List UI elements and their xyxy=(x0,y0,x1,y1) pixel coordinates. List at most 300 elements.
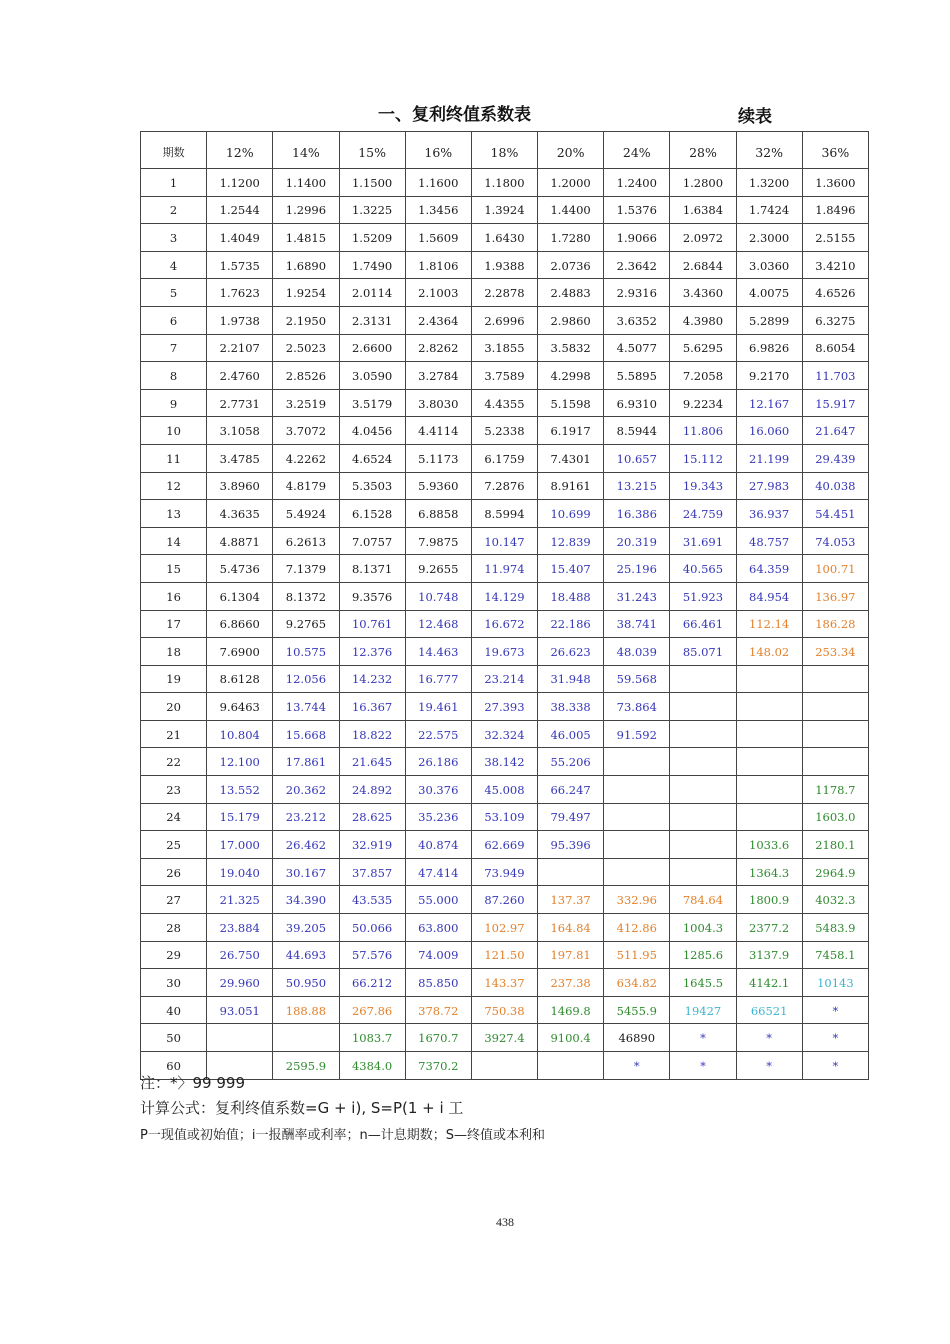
factor-cell: 1.1500 xyxy=(339,169,405,197)
factor-cell: 3.5832 xyxy=(538,334,604,362)
factor-cell: 34.390 xyxy=(273,886,339,914)
factor-cell: 5.2338 xyxy=(471,417,537,445)
factor-cell: 3.2784 xyxy=(405,362,471,390)
factor-cell: 63.800 xyxy=(405,914,471,942)
period-cell: 17 xyxy=(141,610,207,638)
factor-cell: 10.804 xyxy=(207,720,273,748)
factor-cell: 2.4364 xyxy=(405,306,471,334)
factor-cell: 6.1304 xyxy=(207,582,273,610)
factor-cell: 39.205 xyxy=(273,914,339,942)
factor-cell: 23.884 xyxy=(207,914,273,942)
factor-cell xyxy=(736,748,802,776)
factor-cell xyxy=(604,858,670,886)
factor-cell: 64.359 xyxy=(736,555,802,583)
table-row xyxy=(141,638,869,666)
header-period: 期数 xyxy=(141,132,207,169)
table-body xyxy=(141,169,869,1080)
factor-cell xyxy=(736,665,802,693)
factor-cell: * xyxy=(802,1024,868,1052)
period-cell: 15 xyxy=(141,555,207,583)
period-cell: 3 xyxy=(141,224,207,252)
factor-cell: 85.071 xyxy=(670,638,736,666)
factor-cell: 1178.7 xyxy=(802,776,868,804)
factor-cell: 7.1379 xyxy=(273,555,339,583)
factor-cell: 750.38 xyxy=(471,996,537,1024)
period-cell: 23 xyxy=(141,776,207,804)
note-line: 注：*〉99 999 xyxy=(140,1074,245,1092)
factor-cell: 23.212 xyxy=(273,803,339,831)
table-row xyxy=(141,334,869,362)
factor-cell: 1603.0 xyxy=(802,803,868,831)
factor-cell: 1.1600 xyxy=(405,169,471,197)
factor-cell: 74.053 xyxy=(802,527,868,555)
period-cell: 20 xyxy=(141,693,207,721)
factor-cell: 1469.8 xyxy=(538,996,604,1024)
factor-cell: 13.552 xyxy=(207,776,273,804)
factor-cell: 4.5077 xyxy=(604,334,670,362)
header-rate: 32% xyxy=(736,132,802,169)
factor-cell: 15.179 xyxy=(207,803,273,831)
factor-cell: 62.669 xyxy=(471,831,537,859)
period-cell: 7 xyxy=(141,334,207,362)
factor-cell: 2.3000 xyxy=(736,224,802,252)
factor-cell xyxy=(207,1024,273,1052)
table-row xyxy=(141,527,869,555)
factor-cell: 15.112 xyxy=(670,444,736,472)
factor-cell: 4.0456 xyxy=(339,417,405,445)
factor-cell: 136.97 xyxy=(802,582,868,610)
factor-cell: 784.64 xyxy=(670,886,736,914)
factor-cell: 20.319 xyxy=(604,527,670,555)
factor-cell: 19.040 xyxy=(207,858,273,886)
table-row xyxy=(141,969,869,997)
factor-cell xyxy=(736,693,802,721)
factor-cell: 4.3980 xyxy=(670,306,736,334)
factor-cell: 1.2400 xyxy=(604,169,670,197)
factor-cell: 74.009 xyxy=(405,941,471,969)
factor-cell: 3.4785 xyxy=(207,444,273,472)
factor-cell: * xyxy=(670,1024,736,1052)
factor-cell: 50.066 xyxy=(339,914,405,942)
factor-cell: 14.129 xyxy=(471,582,537,610)
factor-cell xyxy=(736,803,802,831)
factor-cell: 8.6128 xyxy=(207,665,273,693)
factor-cell: 44.693 xyxy=(273,941,339,969)
table-row xyxy=(141,803,869,831)
factor-cell: 24.892 xyxy=(339,776,405,804)
factor-cell: 30.376 xyxy=(405,776,471,804)
header-rate: 12% xyxy=(207,132,273,169)
factor-cell: 43.535 xyxy=(339,886,405,914)
factor-cell: 4.8179 xyxy=(273,472,339,500)
factor-cell: 1.3225 xyxy=(339,196,405,224)
factor-cell: 1.4815 xyxy=(273,224,339,252)
factor-cell: 8.9161 xyxy=(538,472,604,500)
factor-cell: 121.50 xyxy=(471,941,537,969)
factor-cell: 3.0360 xyxy=(736,251,802,279)
factor-cell: 511.95 xyxy=(604,941,670,969)
period-cell: 21 xyxy=(141,720,207,748)
table-row xyxy=(141,748,869,776)
period-cell: 4 xyxy=(141,251,207,279)
factor-cell: 5483.9 xyxy=(802,914,868,942)
table-row xyxy=(141,196,869,224)
period-cell: 16 xyxy=(141,582,207,610)
factor-cell: 1.5209 xyxy=(339,224,405,252)
factor-cell: 5.9360 xyxy=(405,472,471,500)
table-row xyxy=(141,720,869,748)
factor-cell: 1645.5 xyxy=(670,969,736,997)
factor-cell: 1.6384 xyxy=(670,196,736,224)
period-cell: 50 xyxy=(141,1024,207,1052)
factor-cell: 112.14 xyxy=(736,610,802,638)
factor-cell: 26.462 xyxy=(273,831,339,859)
factor-cell: 5.4924 xyxy=(273,500,339,528)
table-row xyxy=(141,1024,869,1052)
table-row xyxy=(141,444,869,472)
factor-cell: 12.468 xyxy=(405,610,471,638)
period-cell: 2 xyxy=(141,196,207,224)
factor-cell: 2377.2 xyxy=(736,914,802,942)
factor-cell: 10.147 xyxy=(471,527,537,555)
factor-cell: 10.657 xyxy=(604,444,670,472)
factor-cell: 6.1917 xyxy=(538,417,604,445)
table-row xyxy=(141,914,869,942)
page-number: 438 xyxy=(496,1215,514,1229)
factor-cell: 23.214 xyxy=(471,665,537,693)
factor-cell: 1.2000 xyxy=(538,169,604,197)
factor-cell: 3.7072 xyxy=(273,417,339,445)
factor-cell: 1.1200 xyxy=(207,169,273,197)
factor-cell: 1.7424 xyxy=(736,196,802,224)
factor-cell: 2.3131 xyxy=(339,306,405,334)
factor-cell: 9.6463 xyxy=(207,693,273,721)
factor-cell: 4.2262 xyxy=(273,444,339,472)
factor-cell: 1.3456 xyxy=(405,196,471,224)
factor-cell: 5455.9 xyxy=(604,996,670,1024)
factor-cell: 38.142 xyxy=(471,748,537,776)
period-cell: 5 xyxy=(141,279,207,307)
factor-cell: 59.568 xyxy=(604,665,670,693)
factor-cell: 7458.1 xyxy=(802,941,868,969)
factor-cell: 46890 xyxy=(604,1024,670,1052)
factor-cell xyxy=(670,665,736,693)
factor-cell: 17.861 xyxy=(273,748,339,776)
factor-cell: 12.376 xyxy=(339,638,405,666)
factor-cell xyxy=(802,748,868,776)
factor-cell: 253.34 xyxy=(802,638,868,666)
factor-cell: 2.6600 xyxy=(339,334,405,362)
factor-cell: 9.2765 xyxy=(273,610,339,638)
factor-cell: 5.2899 xyxy=(736,306,802,334)
factor-cell: 5.4736 xyxy=(207,555,273,583)
factor-cell: 8.6054 xyxy=(802,334,868,362)
factor-cell: 31.948 xyxy=(538,665,604,693)
factor-cell: 66.461 xyxy=(670,610,736,638)
header-rate: 24% xyxy=(604,132,670,169)
factor-cell: 100.71 xyxy=(802,555,868,583)
table-row xyxy=(141,582,869,610)
factor-cell: 14.463 xyxy=(405,638,471,666)
header-rate: 18% xyxy=(471,132,537,169)
factor-cell: 8.1371 xyxy=(339,555,405,583)
period-cell: 10 xyxy=(141,417,207,445)
factor-cell: 10143 xyxy=(802,969,868,997)
factor-cell: 85.850 xyxy=(405,969,471,997)
factor-cell: 6.1759 xyxy=(471,444,537,472)
period-cell: 11 xyxy=(141,444,207,472)
factor-cell: 3.8960 xyxy=(207,472,273,500)
factor-cell: 1.1400 xyxy=(273,169,339,197)
factor-cell: 6.8660 xyxy=(207,610,273,638)
factor-cell: 19427 xyxy=(670,996,736,1024)
factor-cell: 48.757 xyxy=(736,527,802,555)
factor-cell: 4.6526 xyxy=(802,279,868,307)
factor-cell: 3.4360 xyxy=(670,279,736,307)
factor-cell: 16.777 xyxy=(405,665,471,693)
factor-cell: 27.983 xyxy=(736,472,802,500)
factor-cell: 87.260 xyxy=(471,886,537,914)
factor-cell xyxy=(670,693,736,721)
factor-cell: 21.645 xyxy=(339,748,405,776)
factor-cell: 16.060 xyxy=(736,417,802,445)
factor-cell: 3.5179 xyxy=(339,389,405,417)
factor-cell: 3.0590 xyxy=(339,362,405,390)
factor-cell: 2.6996 xyxy=(471,306,537,334)
factor-cell: 54.451 xyxy=(802,500,868,528)
factor-cell: 7.0757 xyxy=(339,527,405,555)
factor-cell: * xyxy=(802,996,868,1024)
factor-cell: 3.8030 xyxy=(405,389,471,417)
factor-cell: 24.759 xyxy=(670,500,736,528)
factor-cell: 1670.7 xyxy=(405,1024,471,1052)
factor-cell: 1800.9 xyxy=(736,886,802,914)
factor-cell: 10.575 xyxy=(273,638,339,666)
factor-cell: 1.9066 xyxy=(604,224,670,252)
table-row xyxy=(141,500,869,528)
header-rate: 14% xyxy=(273,132,339,169)
factor-cell: 1.6430 xyxy=(471,224,537,252)
factor-cell: 2.9860 xyxy=(538,306,604,334)
factor-cell: 2.2107 xyxy=(207,334,273,362)
factor-cell: 412.86 xyxy=(604,914,670,942)
factor-cell: 29.960 xyxy=(207,969,273,997)
factor-cell: 19.343 xyxy=(670,472,736,500)
factor-cell: 186.28 xyxy=(802,610,868,638)
factor-cell: 1.3200 xyxy=(736,169,802,197)
factor-cell: 4142.1 xyxy=(736,969,802,997)
table-row xyxy=(141,886,869,914)
table-row xyxy=(141,279,869,307)
factor-cell: 1.5609 xyxy=(405,224,471,252)
factor-cell: 2.9316 xyxy=(604,279,670,307)
factor-cell: 26.750 xyxy=(207,941,273,969)
factor-cell: 8.5944 xyxy=(604,417,670,445)
factor-cell: 13.215 xyxy=(604,472,670,500)
factor-cell: 16.367 xyxy=(339,693,405,721)
header-row xyxy=(141,132,869,169)
factor-cell: 2.6844 xyxy=(670,251,736,279)
factor-cell: 1.3924 xyxy=(471,196,537,224)
factor-cell: 95.396 xyxy=(538,831,604,859)
factor-cell: 36.937 xyxy=(736,500,802,528)
factor-cell: 48.039 xyxy=(604,638,670,666)
factor-cell: 16.386 xyxy=(604,500,670,528)
factor-cell: 79.497 xyxy=(538,803,604,831)
factor-cell xyxy=(802,693,868,721)
factor-cell: 4.3635 xyxy=(207,500,273,528)
period-cell: 60 xyxy=(141,1052,207,1080)
table-row xyxy=(141,996,869,1024)
factor-cell xyxy=(273,1024,339,1052)
factor-cell: 2.5023 xyxy=(273,334,339,362)
factor-cell: 1.7280 xyxy=(538,224,604,252)
factor-cell: 47.414 xyxy=(405,858,471,886)
factor-cell: 28.625 xyxy=(339,803,405,831)
factor-cell: 2.0114 xyxy=(339,279,405,307)
factor-cell: 29.439 xyxy=(802,444,868,472)
factor-cell: 93.051 xyxy=(207,996,273,1024)
table-row xyxy=(141,941,869,969)
factor-cell: 20.362 xyxy=(273,776,339,804)
factor-cell: 1364.3 xyxy=(736,858,802,886)
table-row xyxy=(141,831,869,859)
factor-cell: 37.857 xyxy=(339,858,405,886)
factor-cell: 15.407 xyxy=(538,555,604,583)
factor-cell: 57.576 xyxy=(339,941,405,969)
factor-cell: * xyxy=(802,1052,868,1080)
factor-cell: 4032.3 xyxy=(802,886,868,914)
factor-cell: 1.5376 xyxy=(604,196,670,224)
period-cell: 28 xyxy=(141,914,207,942)
factor-cell: 1.8106 xyxy=(405,251,471,279)
factor-cell xyxy=(670,831,736,859)
factor-cell: 35.236 xyxy=(405,803,471,831)
factor-cell: 4.4355 xyxy=(471,389,537,417)
factor-cell: 45.008 xyxy=(471,776,537,804)
factor-cell: 27.393 xyxy=(471,693,537,721)
factor-cell: 1.9738 xyxy=(207,306,273,334)
factor-cell: 1.2996 xyxy=(273,196,339,224)
factor-cell: 11.806 xyxy=(670,417,736,445)
period-cell: 27 xyxy=(141,886,207,914)
table-row xyxy=(141,1052,869,1080)
factor-cell: 2180.1 xyxy=(802,831,868,859)
header-rate: 28% xyxy=(670,132,736,169)
factor-cell xyxy=(471,1052,537,1080)
factor-cell: 5.1598 xyxy=(538,389,604,417)
factor-cell: 4.0075 xyxy=(736,279,802,307)
factor-cell: 40.038 xyxy=(802,472,868,500)
factor-cell xyxy=(802,720,868,748)
factor-cell: 32.919 xyxy=(339,831,405,859)
factor-cell: 2964.9 xyxy=(802,858,868,886)
factor-cell: 1.5735 xyxy=(207,251,273,279)
factor-cell: 12.839 xyxy=(538,527,604,555)
factor-cell: 7.9875 xyxy=(405,527,471,555)
factor-cell: 2595.9 xyxy=(273,1052,339,1080)
factor-cell: 18.488 xyxy=(538,582,604,610)
factor-cell: * xyxy=(670,1052,736,1080)
factor-cell: 2.1950 xyxy=(273,306,339,334)
factor-cell: 5.5895 xyxy=(604,362,670,390)
factor-cell: * xyxy=(736,1052,802,1080)
factor-cell: 51.923 xyxy=(670,582,736,610)
factor-cell xyxy=(604,776,670,804)
table-row xyxy=(141,776,869,804)
factor-cell xyxy=(736,720,802,748)
table-row xyxy=(141,417,869,445)
factor-cell: 26.623 xyxy=(538,638,604,666)
factor-cell: 6.8858 xyxy=(405,500,471,528)
factor-cell: 40.565 xyxy=(670,555,736,583)
factor-cell: 53.109 xyxy=(471,803,537,831)
factor-cell: 66.247 xyxy=(538,776,604,804)
factor-cell xyxy=(670,748,736,776)
factor-cell: 2.2878 xyxy=(471,279,537,307)
factor-cell: 9100.4 xyxy=(538,1024,604,1052)
period-cell: 1 xyxy=(141,169,207,197)
header-rate: 36% xyxy=(802,132,868,169)
factor-cell xyxy=(538,1052,604,1080)
period-cell: 12 xyxy=(141,472,207,500)
factor-cell: 3.1058 xyxy=(207,417,273,445)
factor-cell: 6.2613 xyxy=(273,527,339,555)
factor-cell: 9.2655 xyxy=(405,555,471,583)
table-row xyxy=(141,555,869,583)
factor-cell: 22.186 xyxy=(538,610,604,638)
factor-cell: 164.84 xyxy=(538,914,604,942)
definition-line: P一现值或初始值；i一报酬率或利率；n—计息期数；S—终值或本利和 xyxy=(140,1128,545,1143)
factor-cell: 17.000 xyxy=(207,831,273,859)
factor-cell: 9.2234 xyxy=(670,389,736,417)
factor-cell: 5.6295 xyxy=(670,334,736,362)
factor-cell: 6.1528 xyxy=(339,500,405,528)
formula-line: 计算公式：复利终值系数=G + i), S=P(1 + i 工 xyxy=(140,1099,464,1117)
factor-cell: 4.2998 xyxy=(538,362,604,390)
factor-cell: 12.100 xyxy=(207,748,273,776)
factor-cell: 188.88 xyxy=(273,996,339,1024)
factor-cell: 16.672 xyxy=(471,610,537,638)
factor-cell: 30.167 xyxy=(273,858,339,886)
table-row xyxy=(141,389,869,417)
factor-cell: 66521 xyxy=(736,996,802,1024)
factor-cell: 14.232 xyxy=(339,665,405,693)
factor-cell: 73.949 xyxy=(471,858,537,886)
period-cell: 6 xyxy=(141,306,207,334)
factor-cell: 38.741 xyxy=(604,610,670,638)
factor-cell: 2.0972 xyxy=(670,224,736,252)
period-cell: 18 xyxy=(141,638,207,666)
factor-cell: * xyxy=(604,1052,670,1080)
factor-cell: 4384.0 xyxy=(339,1052,405,1080)
factor-cell: 2.8262 xyxy=(405,334,471,362)
table-row xyxy=(141,472,869,500)
factor-cell: 38.338 xyxy=(538,693,604,721)
factor-cell: 7.2876 xyxy=(471,472,537,500)
period-cell: 9 xyxy=(141,389,207,417)
factor-cell: 1004.3 xyxy=(670,914,736,942)
factor-cell: 40.874 xyxy=(405,831,471,859)
period-cell: 13 xyxy=(141,500,207,528)
table-subtitle: 续表 xyxy=(738,107,772,127)
factor-cell: 237.38 xyxy=(538,969,604,997)
factor-cell: 84.954 xyxy=(736,582,802,610)
factor-cell: 26.186 xyxy=(405,748,471,776)
factor-cell: 7.4301 xyxy=(538,444,604,472)
factor-cell: 91.592 xyxy=(604,720,670,748)
period-cell: 14 xyxy=(141,527,207,555)
